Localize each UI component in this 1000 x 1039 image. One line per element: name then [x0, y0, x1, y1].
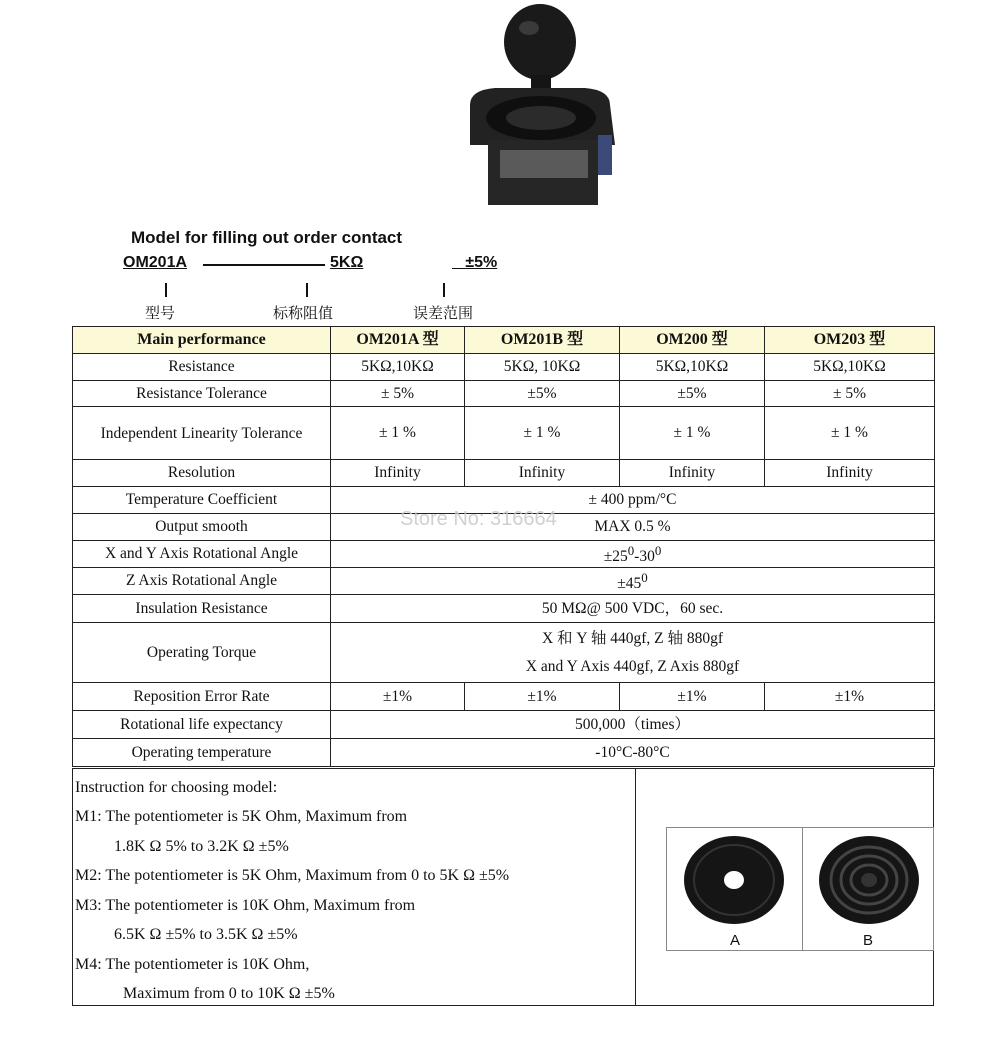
cell: MAX 0.5 % — [331, 514, 935, 541]
joystick-product-image — [455, 0, 630, 215]
header-cell: OM200 型 — [620, 327, 765, 354]
order-label-resistance: 标称阻值 — [273, 304, 334, 322]
row-label: Insulation Resistance — [73, 595, 331, 623]
boot-label-b: B — [863, 932, 874, 949]
row-label: Resistance Tolerance — [73, 381, 331, 407]
cell: ± 1 % — [765, 407, 935, 460]
table-row — [73, 739, 935, 767]
cell: ± 5% — [331, 381, 465, 407]
row-label: Temperature Coefficient — [73, 487, 331, 514]
table-header-row — [73, 327, 935, 354]
order-resistance: 5KΩ — [330, 254, 364, 271]
instruction-line: Maximum from 0 to 10K Ω ±5% — [123, 985, 335, 1002]
torque-line-cn: X 和 Y 轴 440gf, Z 轴 880gf — [541, 629, 724, 647]
cell — [331, 568, 935, 595]
cell: ±5% — [620, 381, 765, 407]
boot-images — [666, 827, 934, 951]
boot-divider — [802, 828, 803, 950]
cell: ± 1 % — [620, 407, 765, 460]
header-cell: OM201A 型 — [331, 327, 465, 354]
order-tolerance — [452, 254, 497, 272]
instruction-line: M2: The potentiometer is 5K Ohm, Maximum from 0 to 5K Ω ±5% — [75, 867, 510, 884]
cell: ± 1 % — [465, 407, 620, 460]
angle-value: ±25 — [603, 548, 628, 566]
cell — [331, 541, 935, 568]
cell: 50 MΩ@ 500 VDC，60 sec. — [331, 595, 935, 623]
cell: 500,000（times） — [331, 711, 935, 739]
cell — [331, 623, 935, 683]
cell: ±1% — [765, 683, 935, 711]
instruction-line: Instruction for choosing model: — [75, 779, 278, 796]
boot-label-a: A — [730, 932, 741, 949]
order-tick-1 — [165, 283, 167, 297]
cell: ±5% — [465, 381, 620, 407]
order-label-tolerance: 误差范围 — [413, 304, 474, 322]
table-row — [73, 683, 935, 711]
row-label: Independent Linearity Tolerance — [73, 407, 331, 460]
order-model: OM201A — [123, 254, 188, 271]
cell: -10°C-80°C — [331, 739, 935, 767]
row-label: Operating temperature — [73, 739, 331, 767]
order-tick-2 — [306, 283, 308, 297]
row-label: Reposition Error Rate — [73, 683, 331, 711]
instruction-box — [72, 768, 934, 1006]
instruction-line: M1: The potentiometer is 5K Ohm, Maximum from — [75, 808, 408, 825]
cell: Infinity — [765, 460, 935, 487]
cell: 5KΩ,10KΩ — [765, 354, 935, 381]
instruction-line: 1.8K Ω 5% to 3.2K Ω ±5% — [114, 838, 289, 855]
angle-value-2: -30 — [634, 548, 655, 566]
cell: ± 1 % — [331, 407, 465, 460]
row-label: Z Axis Rotational Angle — [73, 568, 331, 595]
order-label-model: 型号 — [145, 304, 176, 322]
cell: ± 400 ppm/°C — [331, 487, 935, 514]
spec-table — [72, 326, 935, 767]
instruction-line: M4: The potentiometer is 10K Ohm, — [75, 956, 310, 973]
cell: ±1% — [620, 683, 765, 711]
cell: 5KΩ, 10KΩ — [465, 354, 620, 381]
instruction-line: M3: The potentiometer is 10K Ohm, Maximum from — [75, 897, 416, 914]
order-tick-3 — [443, 283, 445, 297]
instruction-text — [73, 769, 636, 1005]
store-watermark: Store No: 316664 — [400, 508, 557, 530]
table-row — [73, 407, 935, 460]
cell: 5KΩ,10KΩ — [620, 354, 765, 381]
row-label: Operating Torque — [73, 623, 331, 683]
row-label: Output smooth — [73, 514, 331, 541]
row-label: Resolution — [73, 460, 331, 487]
cell: ± 5% — [765, 381, 935, 407]
instruction-line: 6.5K Ω ±5% to 3.5K Ω ±5% — [114, 926, 298, 943]
cell: 5KΩ,10KΩ — [331, 354, 465, 381]
cell: Infinity — [620, 460, 765, 487]
row-label: Resistance — [73, 354, 331, 381]
degree-sup: 0 — [654, 542, 662, 558]
table-row — [73, 460, 935, 487]
table-row — [73, 381, 935, 407]
angle-value: ±45 — [617, 575, 642, 593]
torque-line-en: X and Y Axis 440gf, Z Axis 880gf — [525, 657, 740, 675]
row-label: X and Y Axis Rotational Angle — [73, 541, 331, 568]
degree-sup: 0 — [627, 542, 635, 558]
order-tolerance-text: ±5% — [465, 254, 498, 271]
header-cell: OM203 型 — [765, 327, 935, 354]
header-cell: OM201B 型 — [465, 327, 620, 354]
cell: Infinity — [331, 460, 465, 487]
row-label: Rotational life expectancy — [73, 711, 331, 739]
table-row — [73, 711, 935, 739]
boot-b-image — [817, 834, 921, 926]
header-cell: Main performance — [73, 327, 331, 354]
table-row — [73, 541, 935, 568]
boot-a-image — [681, 834, 787, 926]
order-dash-line — [203, 264, 325, 266]
table-row — [73, 568, 935, 595]
table-row — [73, 595, 935, 623]
degree-sup: 0 — [641, 569, 648, 585]
table-row — [73, 354, 935, 381]
order-title: Model for filling out order contact — [131, 228, 403, 247]
cell: ±1% — [331, 683, 465, 711]
cell: ±1% — [465, 683, 620, 711]
cell: Infinity — [465, 460, 620, 487]
table-row — [73, 623, 935, 683]
